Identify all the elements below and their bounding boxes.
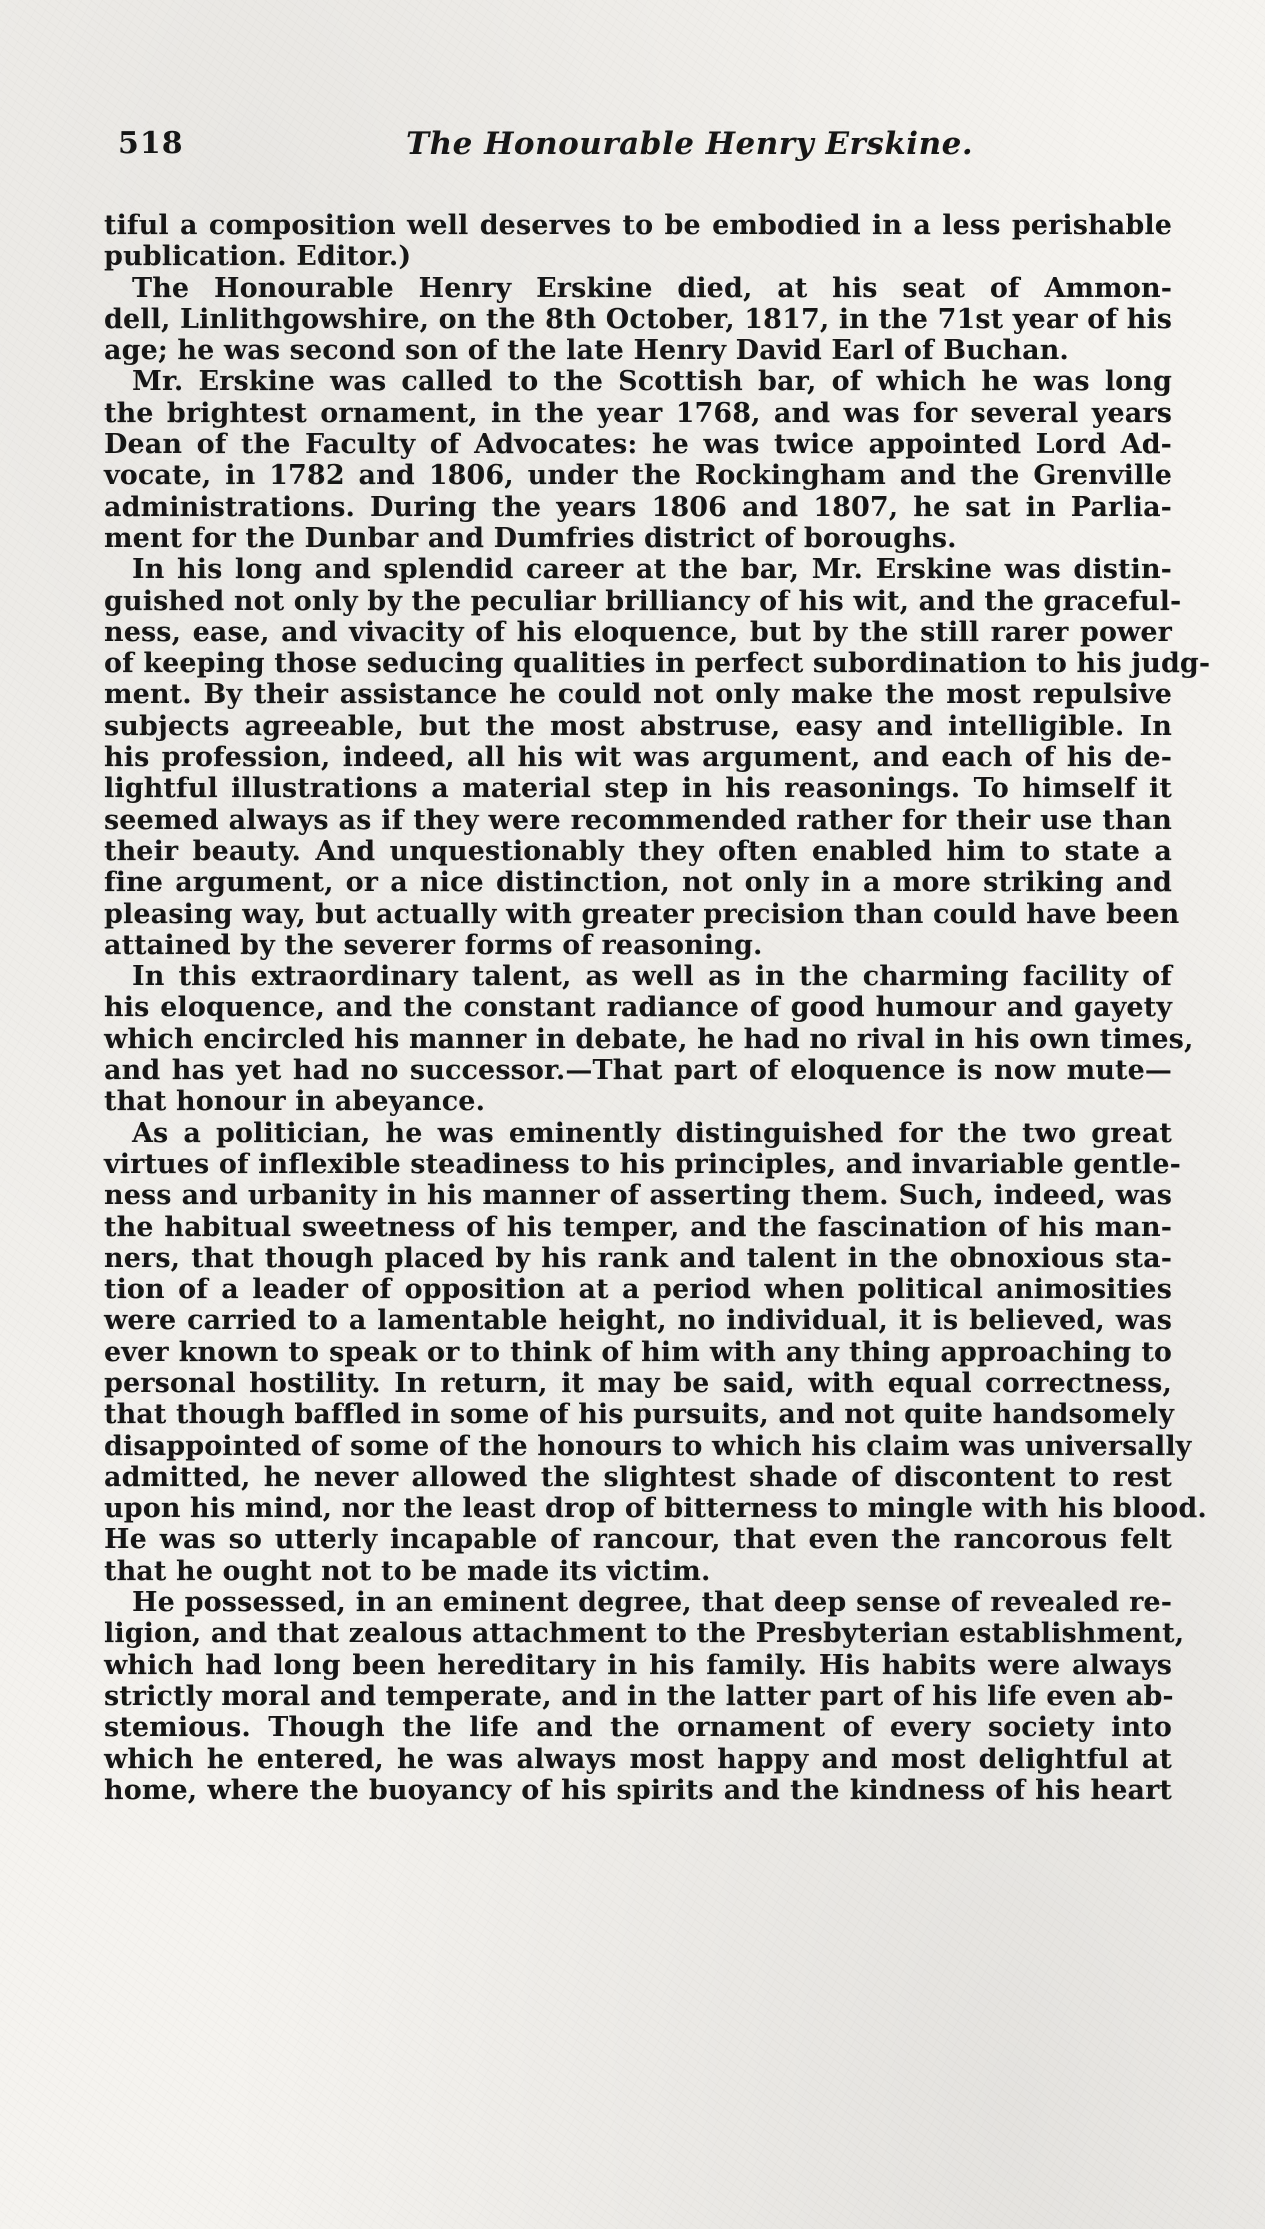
text-line: tion of a leader of opposition at a period when political animosities (104, 1274, 1172, 1306)
text-line: subjects agreeable, but the most abstruse, easy and intelligible. In (104, 710, 1172, 742)
text-line: seemed always as if they were recommended rather for their use than (104, 804, 1172, 836)
text-line: administrations. During the years 1806 and 1807, he sat in Parlia- (104, 491, 1172, 523)
text-line: home, where the buoyancy of his spirits and the kindness of his heart (104, 1774, 1172, 1806)
text-line: upon his mind, nor the least drop of bitterness to mingle with his blood. (104, 1493, 1207, 1525)
text-line: Mr. Erskine was called to the Scottish bar, of which he was long (132, 366, 1172, 398)
text-line: ment for the Dunbar and Dumfries district of boroughs. (104, 522, 957, 554)
text-line: strictly moral and temperate, and in the latter part of his life even ab- (104, 1680, 1174, 1712)
text-line: As a politician, he was eminently distinguished for the two great (132, 1117, 1172, 1149)
text-line: In his long and splendid career at the bar, Mr. Erskine was distin- (132, 554, 1172, 586)
page-number: 518 (118, 126, 184, 161)
text-line: dell, Linlithgowshire, on the 8th October, 1817, in the 71st year of his (104, 303, 1172, 335)
text-line: He was so utterly incapable of rancour, that even the rancorous felt (104, 1524, 1172, 1556)
text-line: The Honourable Henry Erskine died, at his seat of Ammon- (132, 272, 1172, 304)
text-line: ners, that though placed by his rank and talent in the obnoxious sta- (104, 1242, 1172, 1274)
text-line: which encircled his manner in debate, he had no rival in his own times, (104, 1023, 1194, 1055)
text-line: disappointed of some of the honours to which his claim was universally (104, 1430, 1192, 1462)
text-line: ever known to speak or to think of him with any thing approaching to (104, 1336, 1172, 1368)
text-line: were carried to a lamentable height, no individual, it is believed, was (104, 1305, 1172, 1337)
text-line: age; he was second son of the late Henry David Earl of Buchan. (104, 335, 1069, 367)
text-line: his profession, indeed, all his wit was argument, and each of his de- (104, 742, 1172, 774)
text-line: of keeping those seducing qualities in perfect subordination to his judg- (104, 648, 1211, 680)
text-line: which had long been hereditary in his family. His habits were always (104, 1649, 1172, 1681)
text-line: admitted, he never allowed the slightest shade of discontent to rest (104, 1461, 1172, 1493)
body-text (104, 210, 1211, 1806)
text-line: personal hostility. In return, it may be said, with equal correctness, (104, 1367, 1172, 1399)
text-line: the brightest ornament, in the year 1768, and was for several years (104, 397, 1172, 429)
text-line: He possessed, in an eminent degree, that deep sense of revealed re- (132, 1587, 1172, 1619)
text-line: ment. By their assistance he could not only make the most repulsive (104, 679, 1172, 711)
text-line: ligion, and that zealous attachment to the Presbyterian establishment, (104, 1618, 1185, 1650)
text-line: lightful illustrations a material step in his reasonings. To himself it (104, 773, 1172, 805)
text-line: ness, ease, and vivacity of his eloquence, but by the still rarer power (104, 616, 1172, 648)
text-line: vocate, in 1782 and 1806, under the Rockingham and the Grenville (104, 460, 1172, 492)
text-line: pleasing way, but actually with greater precision than could have been (104, 898, 1180, 930)
text-line: guished not only by the peculiar brilliancy of his wit, and the graceful- (104, 585, 1182, 617)
text-line: that honour in abeyance. (104, 1086, 486, 1118)
text-line: In this extraordinary talent, as well as in the charming facility of (132, 961, 1172, 993)
text-line: the habitual sweetness of his temper, and the fascination of his man- (104, 1211, 1172, 1243)
text-line: and has yet had no successor.—That part of eloquence is now mute— (104, 1055, 1172, 1087)
text-line: their beauty. And unquestionably they often enabled him to state a (104, 835, 1172, 867)
text-line: tiful a composition well deserves to be embodied in a less perishable (104, 210, 1172, 241)
running-title: The Honourable Henry Erskine. (406, 126, 974, 162)
text-line: attained by the severer forms of reasoning. (104, 929, 763, 961)
page-header (118, 126, 1168, 166)
text-line: fine argument, or a nice distinction, not only in a more striking and (104, 867, 1172, 899)
text-line: stemious. Though the life and the ornament of every society into (104, 1712, 1172, 1744)
text-line: which he entered, he was always most happy and most delightful at (104, 1743, 1172, 1775)
text-line: that though baffled in some of his pursuits, and not quite handsomely (104, 1399, 1175, 1431)
text-line: ness and urbanity in his manner of asserting them. Such, indeed, was (104, 1180, 1172, 1212)
text-line: that he ought not to be made its victim. (104, 1555, 711, 1587)
text-line: his eloquence, and the constant radiance of good humour and gayety (104, 992, 1172, 1024)
text-line: publication. Editor.) (104, 241, 412, 273)
text-line: Dean of the Faculty of Advocates: he was twice appointed Lord Ad- (104, 429, 1172, 461)
text-line: virtues of inflexible steadiness to his principles, and invariable gentle- (104, 1148, 1181, 1180)
